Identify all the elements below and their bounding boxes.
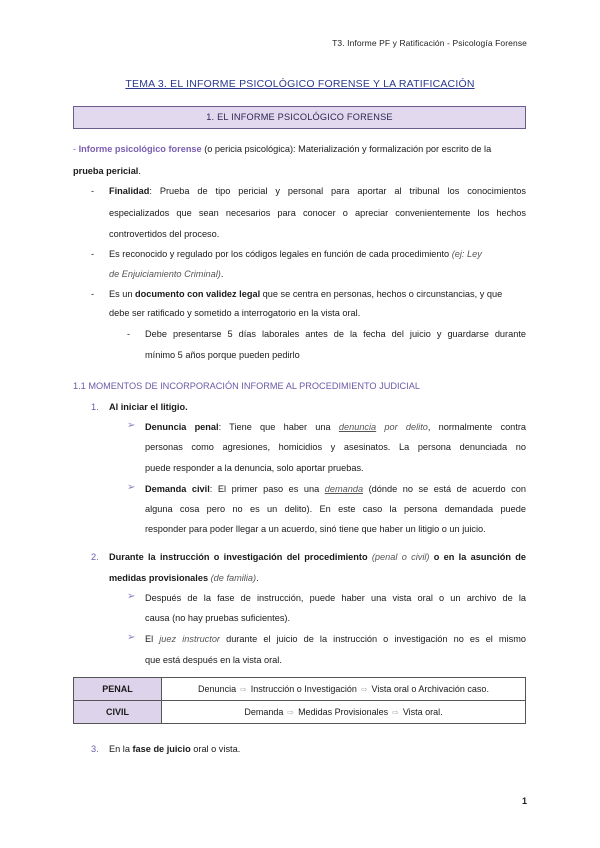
section-heading-box: 1. EL INFORME PSICOLÓGICO FORENSE [73,106,526,129]
intro-text-2: . [138,166,141,176]
page-number: 1 [521,796,527,806]
arrow-bullet-icon: ➢ [127,420,136,431]
denuncia-label: Denuncia penal [145,422,219,432]
instruccion-line-1: Después de la fase de instrucción, puede haber una vista oral o un archivo de la [145,593,526,603]
juez-italic: juez instructor [159,634,220,644]
bullet-documento-line-1 [109,288,502,300]
denuncia-text-1: : Tiene que haber una [218,422,339,432]
intro-term: Informe psicológico forense [78,144,202,154]
intro-bold-2: prueba pericial [73,166,139,176]
juez-line-2: que está después en la vista oral. [145,655,282,665]
table-row-steps [162,701,526,724]
bullet-dash: - [91,289,95,299]
item-3-bold: fase de juicio [132,744,191,754]
procedure-table [73,677,526,724]
demanda-label: Demanda civil [145,484,210,494]
bullet-regulado-italic-2: de Enjuiciamiento Criminal) [109,269,221,279]
item-2-end: . [256,573,259,583]
item-2-bold-1: Durante la instrucción o investigación del procedimiento [109,552,368,562]
denuncia-italic: por delito [376,422,428,432]
item-2-italic-2: (de familia) [208,573,257,583]
arrow-bullet-icon: ➢ [127,482,136,493]
bullet-regulado-text: Es reconocido y regulado por los códigos legales en función de cada procedimiento [109,249,450,259]
table-step: Denuncia [198,684,237,694]
item-number: 1. [91,402,99,412]
table-row [74,701,526,724]
bullet-documento-line-2: debe ser ratificado y sometido a interrogatorio en la vista oral. [109,308,361,318]
item-2-line-2 [109,572,259,584]
bullet-regulado-italic: (ej: Ley [451,249,482,259]
intro-prefix: - [73,144,79,154]
item-2-bold-3: medidas provisionales [109,573,209,583]
bullet-finalidad-line-3: controvertidos del proceso. [109,229,220,239]
bullet-finalidad-line-2: especializados que sean necesarios para conocer o apreciar convenientemente los hechos [109,208,526,218]
intro-line-1 [73,143,491,155]
juez-text: durante el juicio de la instrucción o investigación no es el mismo [220,634,526,644]
demanda-line-3: responder para poder llegar a un acuerdo, sinó tiene que haber un litigio o un juicio. [145,524,486,534]
intro-line-2 [73,165,141,177]
table-step: Vista oral o Archivación caso. [371,684,489,694]
juez-pre: El [145,634,160,644]
arrow-bullet-icon: ➢ [127,591,136,602]
right-arrow-icon: ⇨ [240,685,247,694]
item-1-label: Al iniciar el litigio. [109,402,188,412]
demanda-term: demanda [324,484,364,494]
sub-bullet-dash: - [127,329,131,339]
running-header: T3. Informe PF y Ratificación - Psicología Forense [332,38,527,48]
bullet-documento-pre: Es un [109,289,136,299]
denuncia-line-2: personas como agresiones, homicidios y asesinatos. La persona denunciada no [145,442,526,452]
arrow-bullet-icon: ➢ [127,632,136,643]
table-step: Demanda [244,707,284,717]
document-title: TEMA 3. EL INFORME PSICOLÓGICO FORENSE Y LA RATIFICACIÓN [125,78,475,90]
item-number: 3. [91,744,99,754]
bullet-regulado-line-2 [109,268,223,280]
item-3-pre: En la [109,744,133,754]
demanda-line-1 [145,483,526,495]
table-row-steps [162,678,526,701]
bullet-regulado-end: . [220,269,224,279]
item-2-bold-2: o en la asunción de [429,552,526,562]
right-arrow-icon: ⇨ [392,708,399,717]
item-2-line-1 [109,551,526,563]
intro-text-1: (o pericia psicológica): Materialización y formalización por escrito de la [201,144,492,154]
denuncia-term: denuncia [338,422,377,432]
demanda-line-2: alguna cosa pero no es un delito). En este caso la persona demandada puede [145,504,526,514]
table-step: Instrucción o Investigación [250,684,357,694]
bullet-documento-text: que se centra en personas, hechos o circunstancias, y que [260,289,503,299]
table-step: Vista oral. [402,707,443,717]
subsection-heading: 1.1 MOMENTOS DE INCORPORACIÓN INFORME AL PROCEDIMIENTO JUDICIAL [73,381,420,391]
table-row-label: CIVIL [74,701,162,724]
bullet-dash: - [91,249,95,259]
bullet-dash: - [91,186,95,196]
bullet-documento-bold: documento con validez legal [135,289,261,299]
sub-bullet-line-1: Debe presentarse 5 días laborales antes de la fecha del juicio y guardarse durante [145,329,526,339]
right-arrow-icon: ⇨ [287,708,295,717]
bullet-finalidad-text-1: : Prueba de tipo pericial y personal para aportar al tribunal los conocimientos [149,186,526,196]
sub-bullet-line-2: mínimo 5 años porque pueden pedirlo [145,350,300,360]
item-number: 2. [91,552,99,562]
demanda-text-1: : El primer paso es una [209,484,325,494]
item-2-italic-1: (penal o civil) [367,552,430,562]
juez-line-1 [145,633,526,645]
table-row [74,678,526,701]
item-3-line [109,743,240,755]
denuncia-line-1 [145,421,526,433]
denuncia-text-2: , normalmente contra [427,422,527,432]
item-3-post: oral o vista. [190,744,241,754]
right-arrow-icon: ⇨ [360,685,368,694]
bullet-finalidad-label: Finalidad [109,186,150,196]
table-step: Medidas Provisionales [298,707,389,717]
instruccion-line-2: causa (no hay pruebas suficientes). [145,613,291,623]
table-row-label: PENAL [74,678,162,701]
denuncia-line-3: puede responder a la denuncia, solo aportar pruebas. [145,463,364,473]
demanda-text-2: (dónde no se está de acuerdo con [363,484,526,494]
bullet-regulado-line-1 [109,248,482,260]
bullet-finalidad-line-1 [109,185,526,197]
